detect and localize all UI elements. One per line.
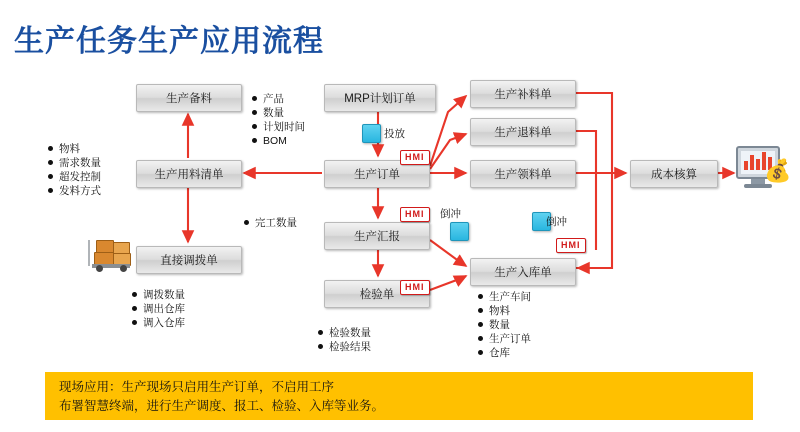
box-prep[interactable]: 生产备料 [136,84,242,112]
list-item: 生产车间 [478,290,531,304]
list-item: 检验数量 [318,326,371,340]
list-item: 数量 [252,106,305,120]
list-item: BOM [252,134,305,148]
marker-daochong2-label: 倒冲 [546,216,567,228]
hmi-tag-report[interactable]: HMI [400,207,430,222]
bullet-dot-icon [48,174,53,179]
list-item: 调入仓库 [132,316,185,330]
hmi-tag-inspect[interactable]: HMI [400,280,430,295]
list-item: 完工数量 [244,216,297,230]
marker-toufang-label: 投放 [384,128,405,140]
box-mrp[interactable]: MRP计划订单 [324,84,436,112]
list-item: 产品 [252,92,305,106]
list-item: 检验结果 [318,340,371,354]
bullet-dot-icon [478,322,483,327]
marker-daochong1-square [450,222,469,241]
bullet-dot-icon [478,350,483,355]
money-bag-icon: 💰 [764,158,792,183]
list-item: 仓库 [478,346,531,360]
list-item: 调出仓库 [132,302,185,316]
bullet-dot-icon [478,336,483,341]
box-return[interactable]: 生产退料单 [470,118,576,146]
bullet-dot-icon [252,124,257,129]
box-report[interactable]: 生产汇报 [324,222,430,250]
pallet-wheel [120,265,127,272]
bullet-dot-icon [252,96,257,101]
hmi-tag-stockin[interactable]: HMI [556,238,586,253]
list-item: 物料 [478,304,531,318]
page-title: 生产任务生产应用流程 [14,25,324,58]
box-stockin[interactable]: 生产入库单 [470,258,576,286]
list-item: 数量 [478,318,531,332]
bullet-dot-icon [132,292,137,297]
box-supplement[interactable]: 生产补料单 [470,80,576,108]
bullet-dot-icon [252,138,257,143]
footer-note-line1: 现场应用：生产现场只启用生产订单，不启用工序 [59,380,335,394]
list-item: 超发控制 [48,170,101,184]
list-item: 调拨数量 [132,288,185,302]
bullets-left-material [48,142,101,198]
bullet-dot-icon [478,294,483,299]
bullet-dot-icon [132,320,137,325]
pallet-wheel [96,265,103,272]
box-transfer[interactable]: 直接调拨单 [136,246,242,274]
bullet-dot-icon [478,308,483,313]
box-inspect[interactable]: 检验单 [324,280,430,308]
box-order[interactable]: 生产订单 [324,160,430,188]
bullets-finish-qty [244,216,297,230]
footer-note-line2: 布署智慧终端，进行生产调度、报工、检验、入库等业务。 [59,399,385,413]
list-item: 物料 [48,142,101,156]
hmi-tag-order[interactable]: HMI [400,150,430,165]
bullet-dot-icon [318,330,323,335]
monitor-base [744,184,772,188]
list-item: 计划时间 [252,120,305,134]
bullet-dot-icon [244,220,249,225]
bullet-dot-icon [48,160,53,165]
box-material-list[interactable]: 生产用料清单 [136,160,242,188]
list-item: 发料方式 [48,184,101,198]
bullets-stockin-detail [478,290,531,360]
list-item: 生产订单 [478,332,531,346]
footer-note [45,372,753,420]
pallet-handle [88,240,90,266]
bullet-dot-icon [48,146,53,151]
pallet-truck-icon [88,238,132,272]
bullet-dot-icon [132,306,137,311]
list-item: 需求数量 [48,156,101,170]
bullets-inspect-detail [318,326,371,354]
box-costing[interactable]: 成本核算 [630,160,718,188]
marker-daochong1-label: 倒冲 [440,208,461,220]
box-picking[interactable]: 生产领料单 [470,160,576,188]
marker-toufang-square [362,124,381,143]
bullet-dot-icon [48,188,53,193]
monitor-icon [736,146,792,190]
bullets-mrp-detail [252,92,305,148]
bullet-dot-icon [252,110,257,115]
bullets-transfer-detail [132,288,185,330]
bullet-dot-icon [318,344,323,349]
